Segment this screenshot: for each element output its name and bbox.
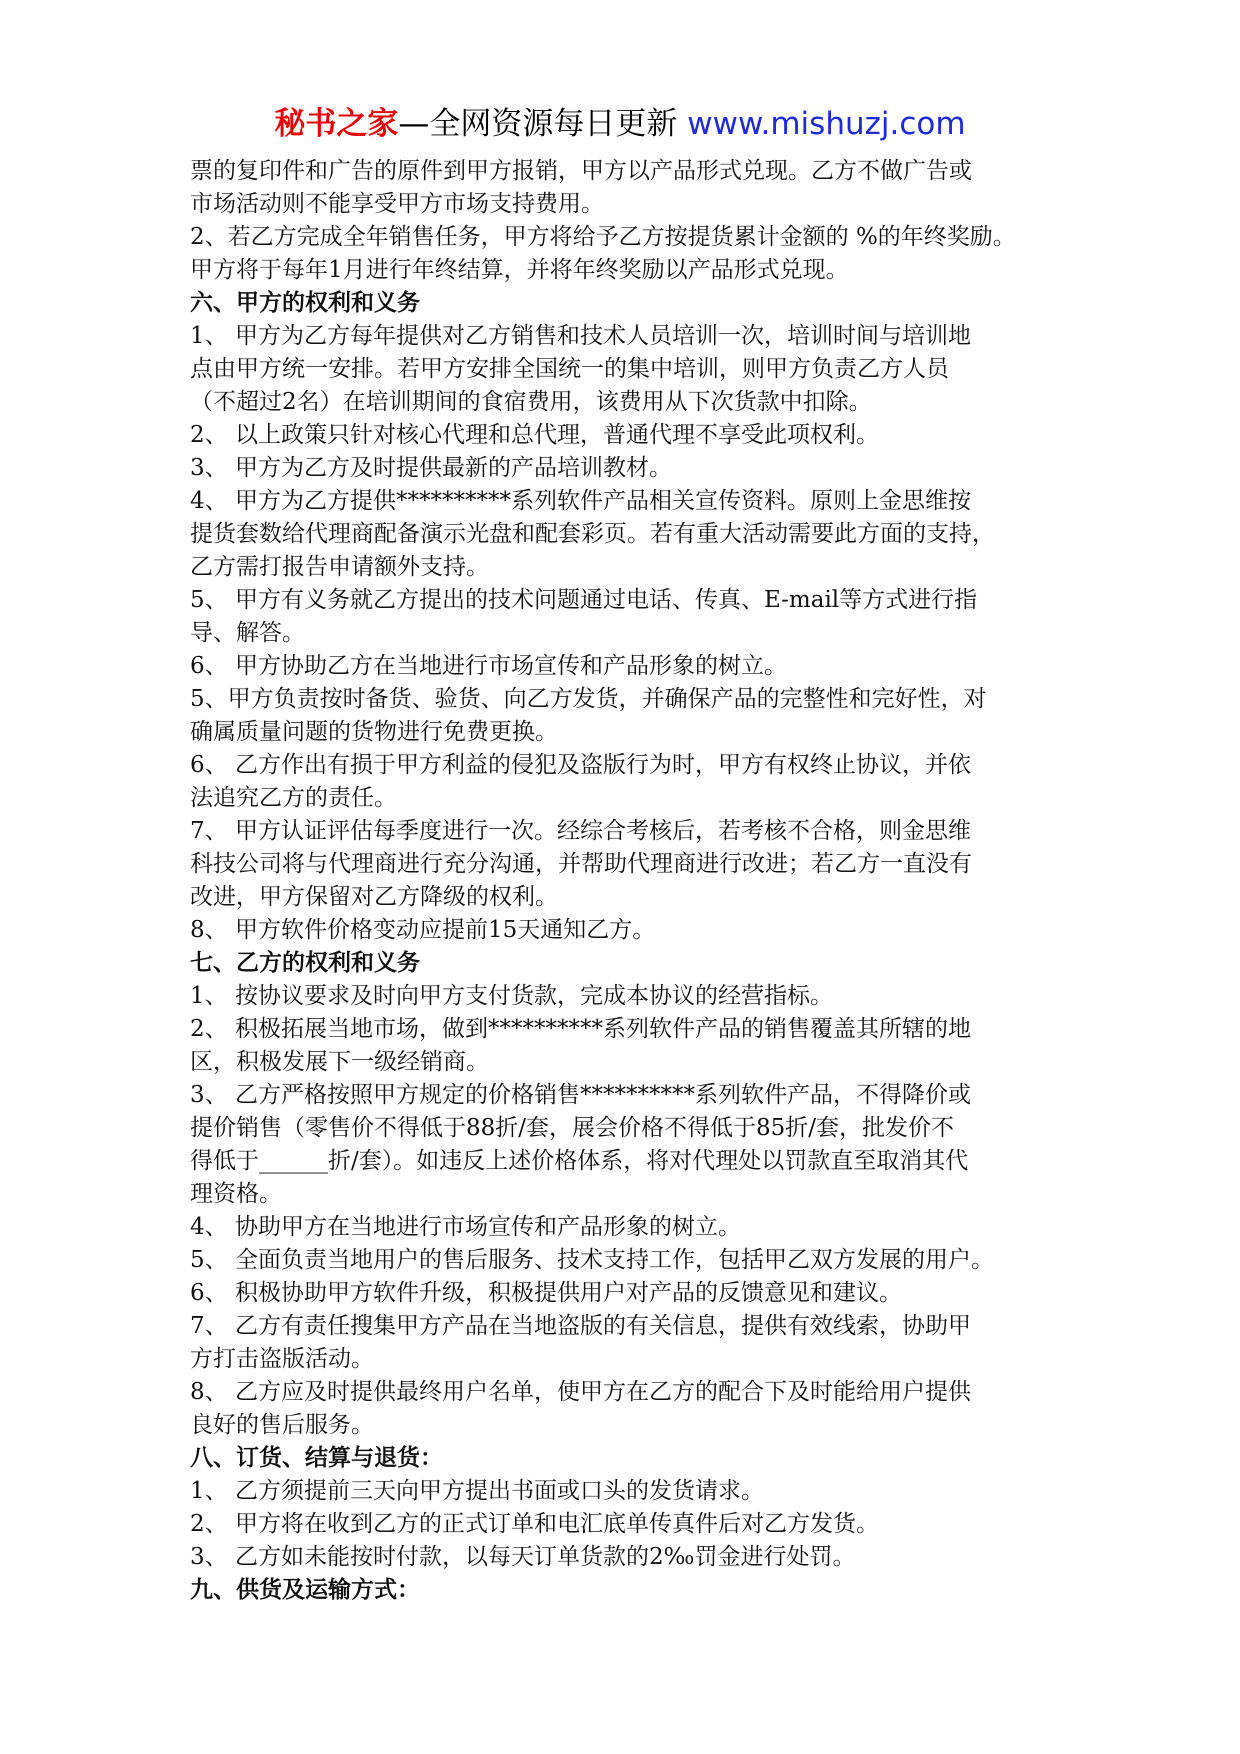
- text-line: 6、 积极协助甲方软件升级，积极提供用户对产品的反馈意见和建议。: [190, 1280, 902, 1306]
- text-line: 良好的售后服务。: [190, 1412, 374, 1438]
- brand-name: 秘书之家: [274, 106, 399, 142]
- text-line: 5、 甲方有义务就乙方提出的技术问题通过电话、传真、E-mail等方式进行指: [190, 587, 978, 613]
- text-line: 4、 协助甲方在当地进行市场宣传和产品形象的树立。: [190, 1214, 741, 1240]
- text-line: 3、 乙方如未能按时付款，以每天订单货款的2‰罚金进行处罚。: [190, 1544, 856, 1570]
- text-line: 科技公司将与代理商进行充分沟通，并帮助代理商进行改进；若乙方一直没有: [190, 851, 972, 877]
- text-line: 7、 乙方有责任搜集甲方产品在当地盗版的有关信息，提供有效线索，协助甲: [190, 1313, 971, 1339]
- text-line: 法追究乙方的责任。: [190, 785, 397, 811]
- text-line: 市场活动则不能享受甲方市场支持费用。: [190, 191, 604, 217]
- text-line: （不超过2名）在培训期间的食宿费用，该费用从下次货款中扣除。: [190, 389, 872, 415]
- text-line: 5、 全面负责当地用户的售后服务、技术支持工作，包括甲乙双方发展的用户。: [190, 1247, 994, 1273]
- text-line: 得低于______折/套）。如违反上述价格体系，将对代理处以罚款直至取消其代: [190, 1148, 969, 1174]
- text-line: 甲方将于每年1月进行年终结算，并将年终奖励以产品形式兑现。: [190, 257, 849, 283]
- text-line: 区，积极发展下一级经销商。: [190, 1049, 489, 1075]
- header-tagline: —全网资源每日更新: [398, 106, 678, 142]
- text-line: 乙方需打报告申请额外支持。: [190, 554, 489, 580]
- text-line: 2、 甲方将在收到乙方的正式订单和电汇底单传真件后对乙方发货。: [190, 1511, 879, 1537]
- text-line: 8、 甲方软件价格变动应提前15天通知乙方。: [190, 917, 656, 943]
- text-line: 7、 甲方认证评估每季度进行一次。经综合考核后，若考核不合格，则金思维: [190, 818, 971, 844]
- text-line: 6、 甲方协助乙方在当地进行市场宣传和产品形象的树立。: [190, 653, 787, 679]
- text-line: 4、 甲方为乙方提供**********系列软件产品相关宣传资料。原则上金思维按: [190, 488, 971, 514]
- text-line: 2、 以上政策只针对核心代理和总代理，普通代理不享受此项权利。: [190, 422, 879, 448]
- text-line: 2、若乙方完成全年销售任务，甲方将给予乙方按提货累计金额的 %的年终奖励。: [190, 224, 1016, 250]
- text-line: 1、 甲方为乙方每年提供对乙方销售和技术人员培训一次，培训时间与培训地: [190, 323, 971, 349]
- text-line: 8、 乙方应及时提供最终用户名单，使甲方在乙方的配合下及时能给用户提供: [190, 1379, 971, 1405]
- text-line: 提价销售（零售价不得低于88折/套，展会价格不得低于85折/套，批发价不: [190, 1115, 955, 1141]
- text-line: 改进，甲方保留对乙方降级的权利。: [190, 884, 558, 910]
- site-url: www.mishuzj.com: [687, 106, 966, 142]
- text-line: 理资格。: [190, 1181, 282, 1207]
- text-line: 6、 乙方作出有损于甲方利益的侵犯及盗版行为时，甲方有权终止协议，并依: [190, 752, 971, 778]
- document-body: [190, 155, 1080, 1607]
- text-line: 方打击盗版活动。: [190, 1346, 374, 1372]
- text-line: 2、 积极拓展当地市场，做到**********系列软件产品的销售覆盖其所辖的地: [190, 1016, 971, 1042]
- text-line: 3、 甲方为乙方及时提供最新的产品培训教材。: [190, 455, 672, 481]
- site-header: [0, 104, 1240, 144]
- text-line: 5、甲方负责按时备货、验货、向乙方发货，并确保产品的完整性和完好性，对: [190, 686, 987, 712]
- text-line: 导、解答。: [190, 620, 305, 646]
- text-line: 3、 乙方严格按照甲方规定的价格销售**********系列软件产品，不得降价或: [190, 1082, 971, 1108]
- section-heading: 八、订货、结算与退货：: [190, 1445, 443, 1471]
- text-line: 提货套数给代理商配备演示光盘和配套彩页。若有重大活动需要此方面的支持，: [190, 521, 995, 547]
- section-heading: 六、甲方的权利和义务: [190, 290, 420, 316]
- text-line: 1、 按协议要求及时向甲方支付货款，完成本协议的经营指标。: [190, 983, 833, 1009]
- text-line: 确属质量问题的货物进行免费更换。: [190, 719, 558, 745]
- section-heading: 七、乙方的权利和义务: [190, 950, 420, 976]
- text-line: 1、 乙方须提前三天向甲方提出书面或口头的发货请求。: [190, 1478, 764, 1504]
- text-line: 点由甲方统一安排。若甲方安排全国统一的集中培训，则甲方负责乙方人员: [190, 356, 949, 382]
- text-line: 票的复印件和广告的原件到甲方报销，甲方以产品形式兑现。乙方不做广告或: [190, 158, 972, 184]
- section-heading: 九、供货及运输方式：: [190, 1577, 420, 1603]
